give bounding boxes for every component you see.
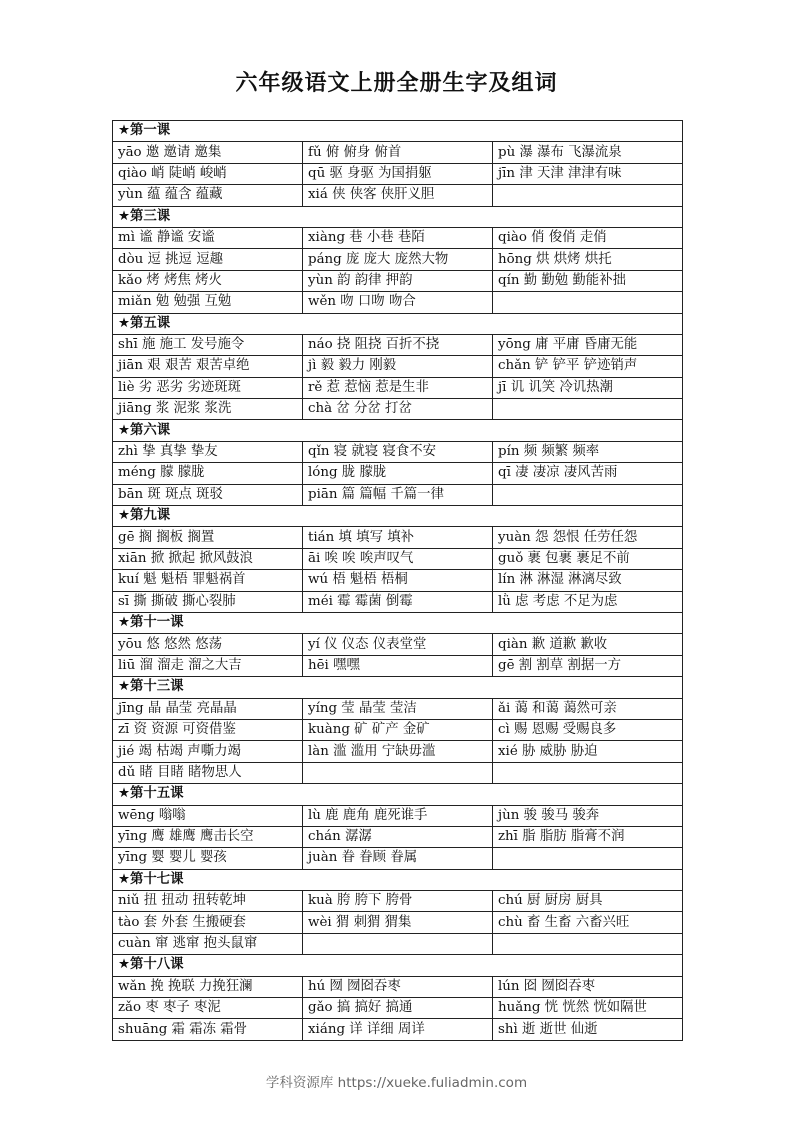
word-cell: qū 驱 身驱 为国捐躯 <box>303 163 493 184</box>
word-cell: tào 套 外套 生搬硬套 <box>113 912 303 933</box>
word-cell: hú 囫 囫囵吞枣 <box>303 976 493 997</box>
word-cell <box>303 762 493 783</box>
lesson-heading: ★第九课 <box>113 506 683 527</box>
word-cell: zǎo 枣 枣子 枣泥 <box>113 998 303 1019</box>
word-cell: gē 搁 搁板 搁置 <box>113 527 303 548</box>
word-cell: qǐn 寝 就寝 寝食不安 <box>303 441 493 462</box>
word-cell: wèi 猬 刺猬 猬集 <box>303 912 493 933</box>
word-row <box>113 142 683 163</box>
word-cell: piān 篇 篇幅 千篇一律 <box>303 484 493 505</box>
word-cell <box>493 399 683 420</box>
word-cell <box>493 185 683 206</box>
lesson-heading: ★第三课 <box>113 206 683 227</box>
word-cell: jī 讥 讥笑 冷讥热潮 <box>493 377 683 398</box>
word-row <box>113 570 683 591</box>
word-row <box>113 548 683 569</box>
word-cell: chà 岔 分岔 打岔 <box>303 399 493 420</box>
word-cell: niǔ 扭 扭动 扭转乾坤 <box>113 891 303 912</box>
word-cell: kuà 胯 胯下 胯骨 <box>303 891 493 912</box>
word-cell: hēi 嘿嘿 <box>303 655 493 676</box>
word-row <box>113 292 683 313</box>
word-cell: qī 凄 凄凉 凄风苦雨 <box>493 463 683 484</box>
word-cell: jì 毅 毅力 刚毅 <box>303 356 493 377</box>
word-cell: liè 劣 恶劣 劣迹斑斑 <box>113 377 303 398</box>
word-row <box>113 891 683 912</box>
word-cell: kuàng 矿 矿产 金矿 <box>303 719 493 740</box>
word-row <box>113 356 683 377</box>
word-cell: mì 谧 静谧 安谧 <box>113 227 303 248</box>
word-cell: bān 斑 斑点 斑驳 <box>113 484 303 505</box>
word-cell: gē 割 割草 割据一方 <box>493 655 683 676</box>
word-cell: chù 畜 生畜 六畜兴旺 <box>493 912 683 933</box>
word-row <box>113 334 683 355</box>
word-cell: yùn 蕴 蕴含 蕴藏 <box>113 185 303 206</box>
word-cell: méi 霉 霉菌 倒霉 <box>303 591 493 612</box>
word-row <box>113 527 683 548</box>
lesson-heading-row <box>113 869 683 890</box>
word-row <box>113 741 683 762</box>
word-cell: náo 挠 阻挠 百折不挠 <box>303 334 493 355</box>
word-cell <box>303 933 493 954</box>
word-cell: jīng 晶 晶莹 亮晶晶 <box>113 698 303 719</box>
word-row <box>113 441 683 462</box>
word-cell: rě 惹 惹恼 惹是生非 <box>303 377 493 398</box>
word-cell: shuāng 霜 霜冻 霜骨 <box>113 1019 303 1040</box>
word-row <box>113 399 683 420</box>
word-cell: jiāng 浆 泥浆 浆洗 <box>113 399 303 420</box>
lesson-heading: ★第十三课 <box>113 677 683 698</box>
word-cell: yùn 韵 韵律 押韵 <box>303 270 493 291</box>
word-cell: lù 鹿 鹿角 鹿死谁手 <box>303 805 493 826</box>
word-cell: miǎn 勉 勉强 互勉 <box>113 292 303 313</box>
word-cell: yīng 鹰 雄鹰 鹰击长空 <box>113 826 303 847</box>
word-row <box>113 591 683 612</box>
word-row <box>113 163 683 184</box>
word-cell: gǎo 搞 搞好 搞通 <box>303 998 493 1019</box>
word-row <box>113 933 683 954</box>
word-cell <box>493 933 683 954</box>
word-row <box>113 998 683 1019</box>
word-cell: méng 朦 朦胧 <box>113 463 303 484</box>
word-cell: chú 厨 厨房 厨具 <box>493 891 683 912</box>
lesson-heading-row <box>113 612 683 633</box>
word-cell: shī 施 施工 发号施令 <box>113 334 303 355</box>
word-cell: hōng 烘 烘烤 烘托 <box>493 249 683 270</box>
word-cell: fǔ 俯 俯身 俯首 <box>303 142 493 163</box>
word-cell: páng 庞 庞大 庞然大物 <box>303 249 493 270</box>
word-row <box>113 976 683 997</box>
word-row <box>113 377 683 398</box>
lesson-heading-row <box>113 677 683 698</box>
lesson-heading: ★第一课 <box>113 121 683 142</box>
word-cell: kuí 魁 魁梧 罪魁祸首 <box>113 570 303 591</box>
word-row <box>113 249 683 270</box>
word-cell: lóng 胧 朦胧 <box>303 463 493 484</box>
word-cell: qiàn 歉 道歉 歉收 <box>493 634 683 655</box>
word-cell: lún 囵 囫囵吞枣 <box>493 976 683 997</box>
word-row <box>113 484 683 505</box>
word-cell: chǎn 铲 铲平 铲迹销声 <box>493 356 683 377</box>
word-cell: xiàng 巷 小巷 巷陌 <box>303 227 493 248</box>
word-row <box>113 826 683 847</box>
word-cell: yōu 悠 悠然 悠荡 <box>113 634 303 655</box>
word-cell <box>493 848 683 869</box>
word-cell: ǎi 蔼 和蔼 蔼然可亲 <box>493 698 683 719</box>
word-row <box>113 634 683 655</box>
word-cell: huǎng 恍 恍然 恍如隔世 <box>493 998 683 1019</box>
word-cell: xiān 掀 掀起 掀风鼓浪 <box>113 548 303 569</box>
word-cell: dǔ 睹 目睹 睹物思人 <box>113 762 303 783</box>
lesson-heading: ★第十八课 <box>113 955 683 976</box>
lesson-heading: ★第十七课 <box>113 869 683 890</box>
word-cell: yí 仪 仪态 仪表堂堂 <box>303 634 493 655</box>
word-cell: wú 梧 魁梧 梧桐 <box>303 570 493 591</box>
word-cell: jùn 骏 骏马 骏奔 <box>493 805 683 826</box>
lesson-heading-row <box>113 206 683 227</box>
lesson-heading-row <box>113 784 683 805</box>
word-cell: sī 撕 撕破 撕心裂肺 <box>113 591 303 612</box>
footer-source: 学科资源库 https://xueke.fuliadmin.com <box>265 1075 528 1091</box>
word-row <box>113 1019 683 1040</box>
lesson-heading: ★第五课 <box>113 313 683 334</box>
word-cell: zī 资 资源 可资借鉴 <box>113 719 303 740</box>
word-cell: pù 瀑 瀑布 飞瀑流泉 <box>493 142 683 163</box>
word-cell: xié 胁 威胁 胁迫 <box>493 741 683 762</box>
word-cell <box>493 762 683 783</box>
word-cell: wǎn 挽 挽联 力挽狂澜 <box>113 976 303 997</box>
vocabulary-table <box>112 120 683 1041</box>
word-cell: chán 潺潺 <box>303 826 493 847</box>
word-row <box>113 698 683 719</box>
word-cell: yíng 莹 晶莹 莹洁 <box>303 698 493 719</box>
word-cell: xiáng 详 详细 周详 <box>303 1019 493 1040</box>
lesson-heading-row <box>113 506 683 527</box>
lesson-heading: ★第六课 <box>113 420 683 441</box>
word-cell: làn 滥 滥用 宁缺毋滥 <box>303 741 493 762</box>
lesson-heading-row <box>113 121 683 142</box>
word-cell: zhì 挚 真挚 挚友 <box>113 441 303 462</box>
word-cell: cì 赐 恩赐 受赐良多 <box>493 719 683 740</box>
lesson-heading-row <box>113 955 683 976</box>
word-row <box>113 762 683 783</box>
word-cell: jié 竭 枯竭 声嘶力竭 <box>113 741 303 762</box>
word-cell: shì 逝 逝世 仙逝 <box>493 1019 683 1040</box>
word-cell <box>493 484 683 505</box>
word-cell: jīn 津 天津 津津有味 <box>493 163 683 184</box>
word-row <box>113 805 683 826</box>
word-cell: lǜ 虑 考虑 不足为虑 <box>493 591 683 612</box>
word-cell: zhī 脂 脂肪 脂膏不润 <box>493 826 683 847</box>
word-cell: cuàn 窜 逃窜 抱头鼠窜 <box>113 933 303 954</box>
word-cell: yōng 庸 平庸 昏庸无能 <box>493 334 683 355</box>
word-cell: juàn 眷 眷顾 眷属 <box>303 848 493 869</box>
word-cell: dòu 逗 挑逗 逗趣 <box>113 249 303 270</box>
word-cell: pín 频 频繁 频率 <box>493 441 683 462</box>
word-cell: xiá 侠 侠客 侠肝义胆 <box>303 185 493 206</box>
word-cell: liū 溜 溜走 溜之大吉 <box>113 655 303 676</box>
lesson-heading: ★第十一课 <box>113 612 683 633</box>
word-row <box>113 655 683 676</box>
word-cell: yīng 婴 婴儿 婴孩 <box>113 848 303 869</box>
word-row <box>113 719 683 740</box>
word-cell: āi 唉 唉 唉声叹气 <box>303 548 493 569</box>
word-cell: wēng 嗡嗡 <box>113 805 303 826</box>
word-cell: wěn 吻 口吻 吻合 <box>303 292 493 313</box>
word-row <box>113 912 683 933</box>
word-cell: qiào 峭 陡峭 峻峭 <box>113 163 303 184</box>
word-cell: jiān 艰 艰苦 艰苦卓绝 <box>113 356 303 377</box>
word-cell: guǒ 裹 包裹 裹足不前 <box>493 548 683 569</box>
lesson-heading: ★第十五课 <box>113 784 683 805</box>
page-title: 六年级语文上册全册生字及组词 <box>235 71 558 96</box>
word-cell: qiào 俏 俊俏 走俏 <box>493 227 683 248</box>
word-row <box>113 185 683 206</box>
word-row <box>113 227 683 248</box>
word-row <box>113 463 683 484</box>
word-cell: qín 勤 勤勉 勤能补拙 <box>493 270 683 291</box>
word-cell <box>493 292 683 313</box>
lesson-heading-row <box>113 420 683 441</box>
word-row <box>113 848 683 869</box>
word-cell: lín 淋 淋湿 淋漓尽致 <box>493 570 683 591</box>
word-cell: tián 填 填写 填补 <box>303 527 493 548</box>
word-cell: yuàn 怨 怨恨 任劳任怨 <box>493 527 683 548</box>
vocabulary-table-body <box>113 121 683 1041</box>
lesson-heading-row <box>113 313 683 334</box>
word-cell: yāo 邀 邀请 邀集 <box>113 142 303 163</box>
word-row <box>113 270 683 291</box>
word-cell: kǎo 烤 烤焦 烤火 <box>113 270 303 291</box>
